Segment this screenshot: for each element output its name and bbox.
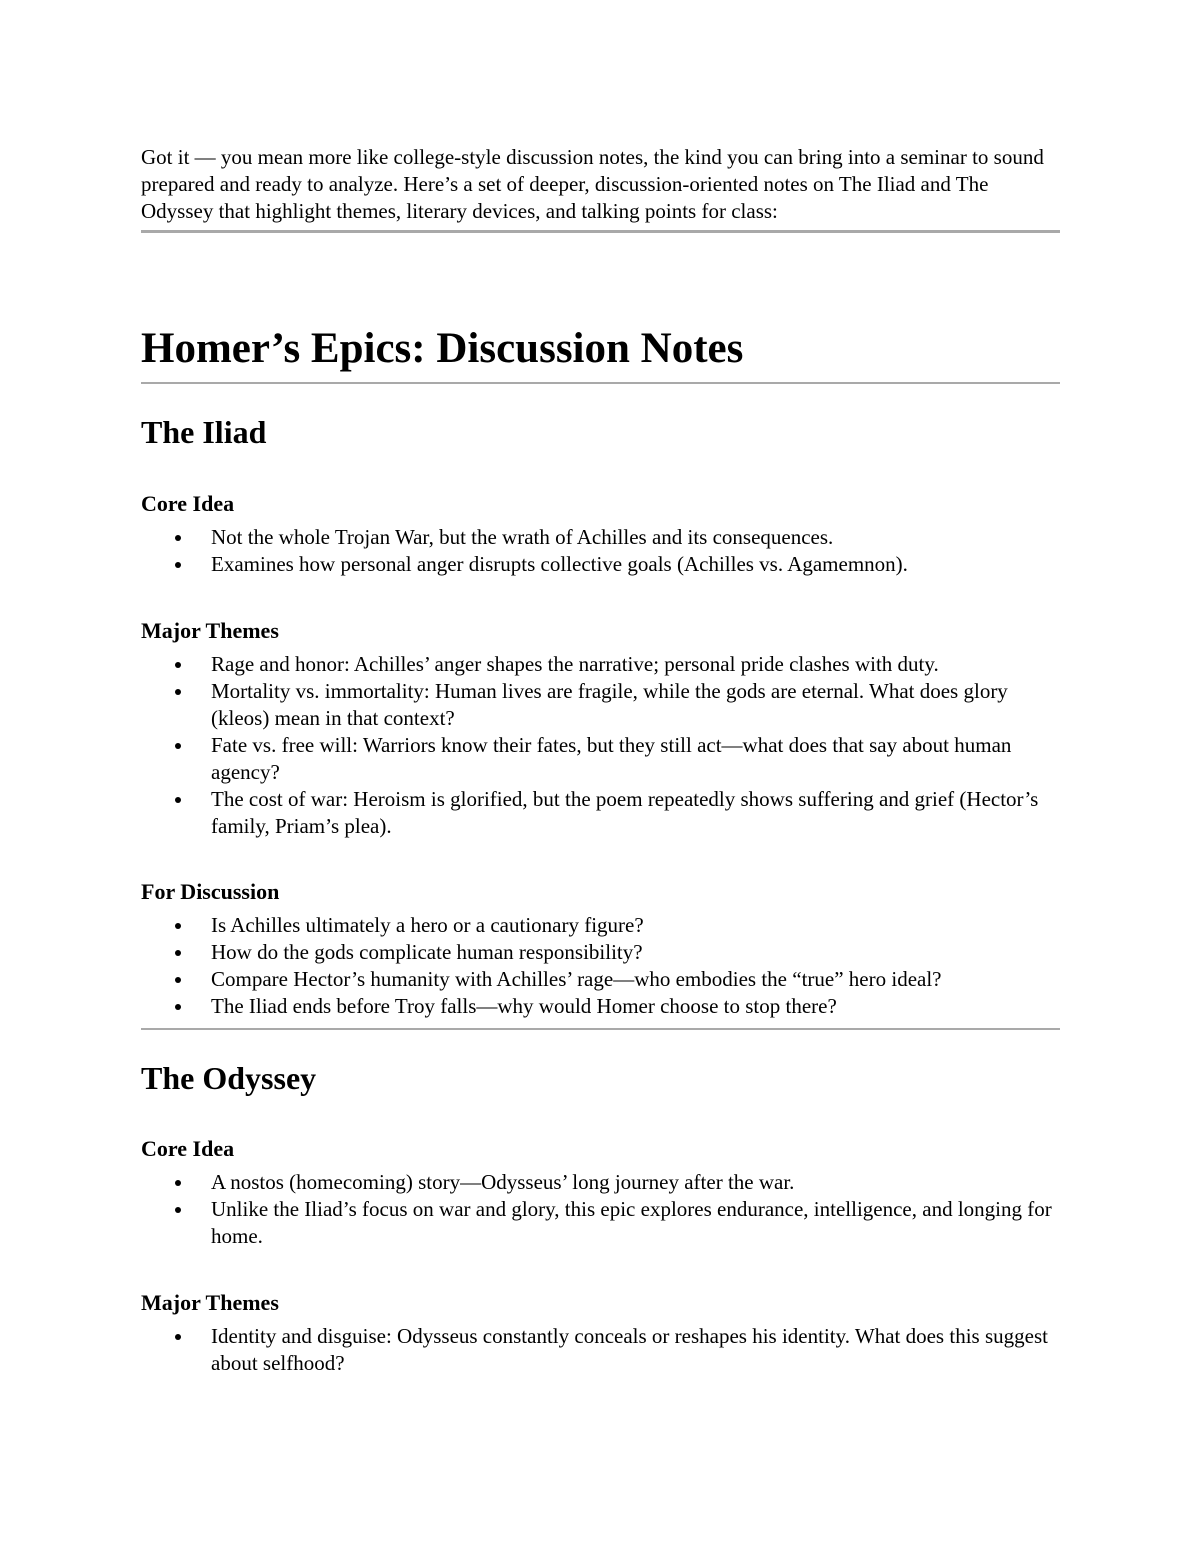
bullet-icon <box>175 1004 181 1010</box>
bullet-icon <box>175 1180 181 1186</box>
iliad-heading: The Iliad <box>141 414 267 450</box>
list-item: The Iliad ends before Troy falls—why would Homer choose to stop there? <box>141 993 1060 1020</box>
bullet-icon <box>175 562 181 568</box>
odyssey-themes-list <box>141 1323 1060 1377</box>
iliad-core-heading: Core Idea <box>141 491 235 516</box>
list-item: Unlike the Iliad’s focus on war and glory, this epic explores endurance, intelligence, and longing for home. <box>141 1196 1060 1250</box>
intro-divider <box>141 230 1060 233</box>
list-item: Rage and honor: Achilles’ anger shapes the narrative; personal pride clashes with duty. <box>141 651 1060 678</box>
bullet-icon <box>175 743 181 749</box>
bullet-icon <box>175 689 181 695</box>
list-item: Is Achilles ultimately a hero or a cautionary figure? <box>141 912 1060 939</box>
iliad-themes-list <box>141 651 1060 840</box>
bullet-icon <box>175 1207 181 1213</box>
list-item: Examines how personal anger disrupts collective goals (Achilles vs. Agamemnon). <box>141 551 1060 578</box>
list-item: Not the whole Trojan War, but the wrath of Achilles and its consequences. <box>141 524 1060 551</box>
iliad-discussion-list <box>141 912 1060 1020</box>
bullet-icon <box>175 662 181 668</box>
bullet-icon <box>175 977 181 983</box>
bullet-icon <box>175 1334 181 1340</box>
list-item: How do the gods complicate human responsibility? <box>141 939 1060 966</box>
bullet-icon <box>175 923 181 929</box>
section-divider <box>141 1028 1060 1030</box>
title-divider <box>141 382 1060 384</box>
odyssey-themes-heading: Major Themes <box>141 1290 279 1315</box>
page-title: Homer’s Epics: Discussion Notes <box>141 325 744 372</box>
bullet-icon <box>175 797 181 803</box>
odyssey-heading: The Odyssey <box>141 1060 317 1096</box>
list-item: Identity and disguise: Odysseus constantly conceals or reshapes his identity. What does this suggest about selfhood? <box>141 1323 1060 1377</box>
intro-paragraph: Got it — you mean more like college-style discussion notes, the kind you can bring into a seminar to sound prepared and ready to analyze. Here’s a set of deeper, discussion-oriented notes on The Iliad and The Odyssey that highlight themes, literary devices, and talking points for class: <box>141 145 1044 223</box>
iliad-core-list <box>141 524 1060 578</box>
odyssey-core-list <box>141 1169 1060 1250</box>
list-item: The cost of war: Heroism is glorified, but the poem repeatedly shows suffering and grief (Hector’s family, Priam’s plea). <box>141 786 1060 840</box>
bullet-icon <box>175 535 181 541</box>
list-item: Fate vs. free will: Warriors know their fates, but they still act—what does that say about human agency? <box>141 732 1060 786</box>
list-item: Compare Hector’s humanity with Achilles’ rage—who embodies the “true” hero ideal? <box>141 966 1060 993</box>
iliad-discussion-heading: For Discussion <box>141 879 280 904</box>
iliad-themes-heading: Major Themes <box>141 618 279 643</box>
list-item: A nostos (homecoming) story—Odysseus’ long journey after the war. <box>141 1169 1060 1196</box>
list-item: Mortality vs. immortality: Human lives are fragile, while the gods are eternal. What does glory (kleos) mean in that context? <box>141 678 1060 732</box>
odyssey-core-heading: Core Idea <box>141 1136 235 1161</box>
bullet-icon <box>175 950 181 956</box>
